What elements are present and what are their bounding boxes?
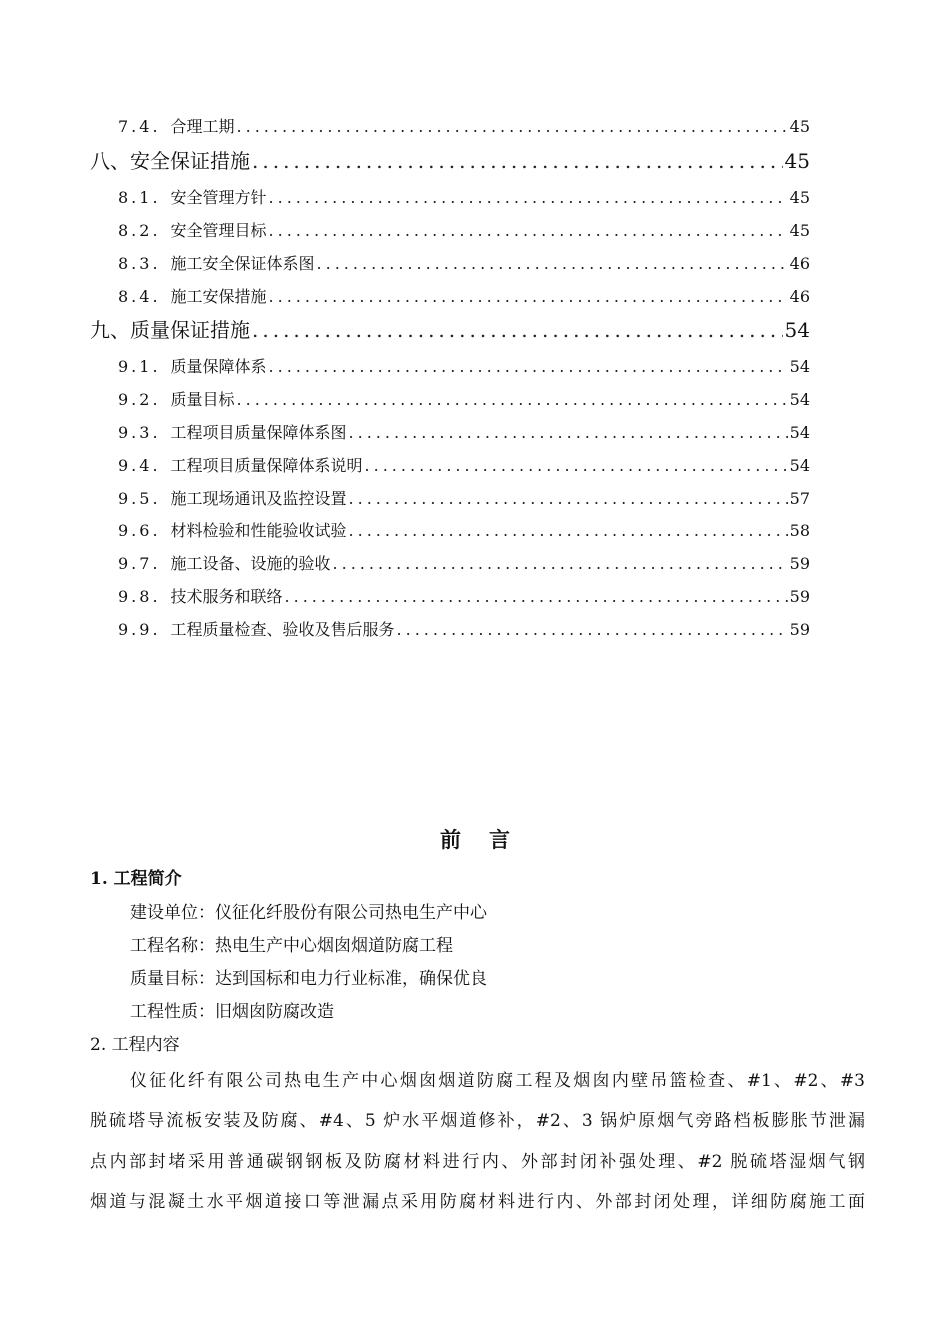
toc-entry-page: 58 [789, 521, 810, 540]
toc-chapter-entry[interactable] [90, 145, 810, 175]
toc-dot-leader [333, 554, 788, 573]
toc-entry-number: 9.7. [118, 554, 161, 573]
toc-entry-number: 8.2. [118, 221, 161, 240]
toc-entry[interactable] [118, 251, 810, 275]
toc-entry[interactable] [118, 486, 810, 510]
toc-entry-page: 57 [789, 489, 810, 508]
toc-entry-title: 合理工期 [170, 117, 235, 136]
paragraph-line: 仪征化纤有限公司热电生产中心烟囱烟道防腐工程及烟囱内壁吊篮检查、#1、#2、#3 [130, 1071, 865, 1091]
toc-dot-leader [252, 149, 783, 173]
toc-entry-page: 54 [789, 423, 810, 442]
toc-chapter-page: 45 [784, 149, 810, 173]
info-line-quality-target: 质量目标：达到国标和电力行业标准，确保优良 [130, 969, 487, 989]
info-line-project-name: 工程名称：热电生产中心烟囱烟道防腐工程 [130, 936, 453, 956]
toc-entry-page: 46 [789, 287, 810, 306]
preface-heading: 前言 [440, 827, 538, 852]
toc-dot-leader [269, 221, 788, 240]
toc-entry-number: 9.2. [118, 390, 161, 409]
toc-entry-title: 材料检验和性能验收试验 [170, 521, 347, 540]
section-title-overview: 1. 工程简介 [90, 869, 182, 889]
paragraph-line: 点内部封堵采用普通碳钢钢板及防腐材料进行内、外部封闭补强处理、#2 脱硫塔湿烟气钢 [90, 1152, 865, 1172]
section-title-content: 2. 工程内容 [90, 1035, 180, 1055]
toc-entry-number: 7.4. [118, 117, 161, 136]
toc-entry-page: 59 [789, 620, 810, 639]
toc-entry-page: 46 [789, 254, 810, 273]
toc-entry-number: 9.6. [118, 521, 161, 540]
toc-entry-title: 施工设备、设施的验收 [170, 554, 331, 573]
toc-entry[interactable] [118, 453, 810, 477]
toc-dot-leader [237, 390, 788, 409]
toc-dot-leader [269, 188, 788, 207]
toc-entry[interactable] [118, 584, 810, 608]
toc-dot-leader [252, 318, 783, 342]
toc-entry[interactable] [118, 387, 810, 411]
info-line-project-nature: 工程性质：旧烟囱防腐改造 [130, 1002, 334, 1022]
toc-entry[interactable] [118, 114, 810, 138]
toc-entry-title: 工程项目质量保障体系图 [170, 423, 347, 442]
toc-entry-number: 8.4. [118, 287, 161, 306]
toc-chapter-title: 八、安全保证措施 [90, 149, 250, 173]
toc-chapter-page: 54 [784, 318, 810, 342]
toc-dot-leader [269, 357, 788, 376]
toc-entry-title: 施工安保措施 [170, 287, 267, 306]
paragraph-line: 烟道与混凝土水平烟道接口等泄漏点采用防腐材料进行内、外部封闭处理，详细防腐施工面 [90, 1192, 865, 1212]
toc-entry[interactable] [118, 518, 810, 542]
toc-entry[interactable] [118, 284, 810, 308]
toc-entry-page: 59 [789, 587, 810, 606]
toc-entry-number: 9.5. [118, 489, 161, 508]
toc-dot-leader [285, 587, 788, 606]
toc-entry[interactable] [118, 185, 810, 209]
toc-dot-leader [237, 117, 788, 136]
toc-entry-number: 8.3. [118, 254, 161, 273]
toc-entry-page: 54 [789, 456, 810, 475]
toc-entry-title: 安全管理目标 [170, 221, 267, 240]
toc-entry-number: 9.3. [118, 423, 161, 442]
toc-entry-number: 9.8. [118, 587, 161, 606]
toc-dot-leader [349, 423, 788, 442]
toc-entry-title: 安全管理方针 [170, 188, 267, 207]
toc-entry-title: 施工现场通讯及监控设置 [170, 489, 347, 508]
toc-entry-page: 45 [789, 188, 810, 207]
toc-dot-leader [349, 489, 788, 508]
toc-dot-leader [269, 287, 788, 306]
toc-entry[interactable] [118, 420, 810, 444]
toc-entry-title: 工程项目质量保障体系说明 [170, 456, 363, 475]
toc-entry[interactable] [118, 617, 810, 641]
toc-entry[interactable] [118, 218, 810, 242]
toc-entry-page: 45 [789, 117, 810, 136]
toc-entry-number: 9.1. [118, 357, 161, 376]
toc-entry-title: 工程质量检查、验收及售后服务 [170, 620, 395, 639]
toc-entry[interactable] [118, 354, 810, 378]
toc-entry-title: 技术服务和联络 [170, 587, 283, 606]
toc-entry-title: 质量保障体系 [170, 357, 267, 376]
toc-dot-leader [317, 254, 788, 273]
toc-entry-page: 54 [789, 357, 810, 376]
toc-entry-title: 质量目标 [170, 390, 235, 409]
toc-entry-number: 8.1. [118, 188, 161, 207]
info-line-builder: 建设单位：仪征化纤股份有限公司热电生产中心 [130, 903, 487, 923]
toc-chapter-entry[interactable] [90, 314, 810, 344]
toc-entry[interactable] [118, 551, 810, 575]
toc-dot-leader [349, 521, 788, 540]
toc-entry-page: 59 [789, 554, 810, 573]
toc-dot-leader [365, 456, 788, 475]
toc-entry-page: 45 [789, 221, 810, 240]
paragraph-line: 脱硫塔导流板安装及防腐、#4、5 炉水平烟道修补，#2、3 锅炉原烟气旁路档板膨胀节泄漏 [90, 1111, 865, 1131]
toc-entry-number: 9.4. [118, 456, 161, 475]
toc-chapter-title: 九、质量保证措施 [90, 318, 250, 342]
toc-entry-page: 54 [789, 390, 810, 409]
toc-dot-leader [397, 620, 788, 639]
toc-entry-title: 施工安全保证体系图 [170, 254, 315, 273]
toc-entry-number: 9.9. [118, 620, 161, 639]
